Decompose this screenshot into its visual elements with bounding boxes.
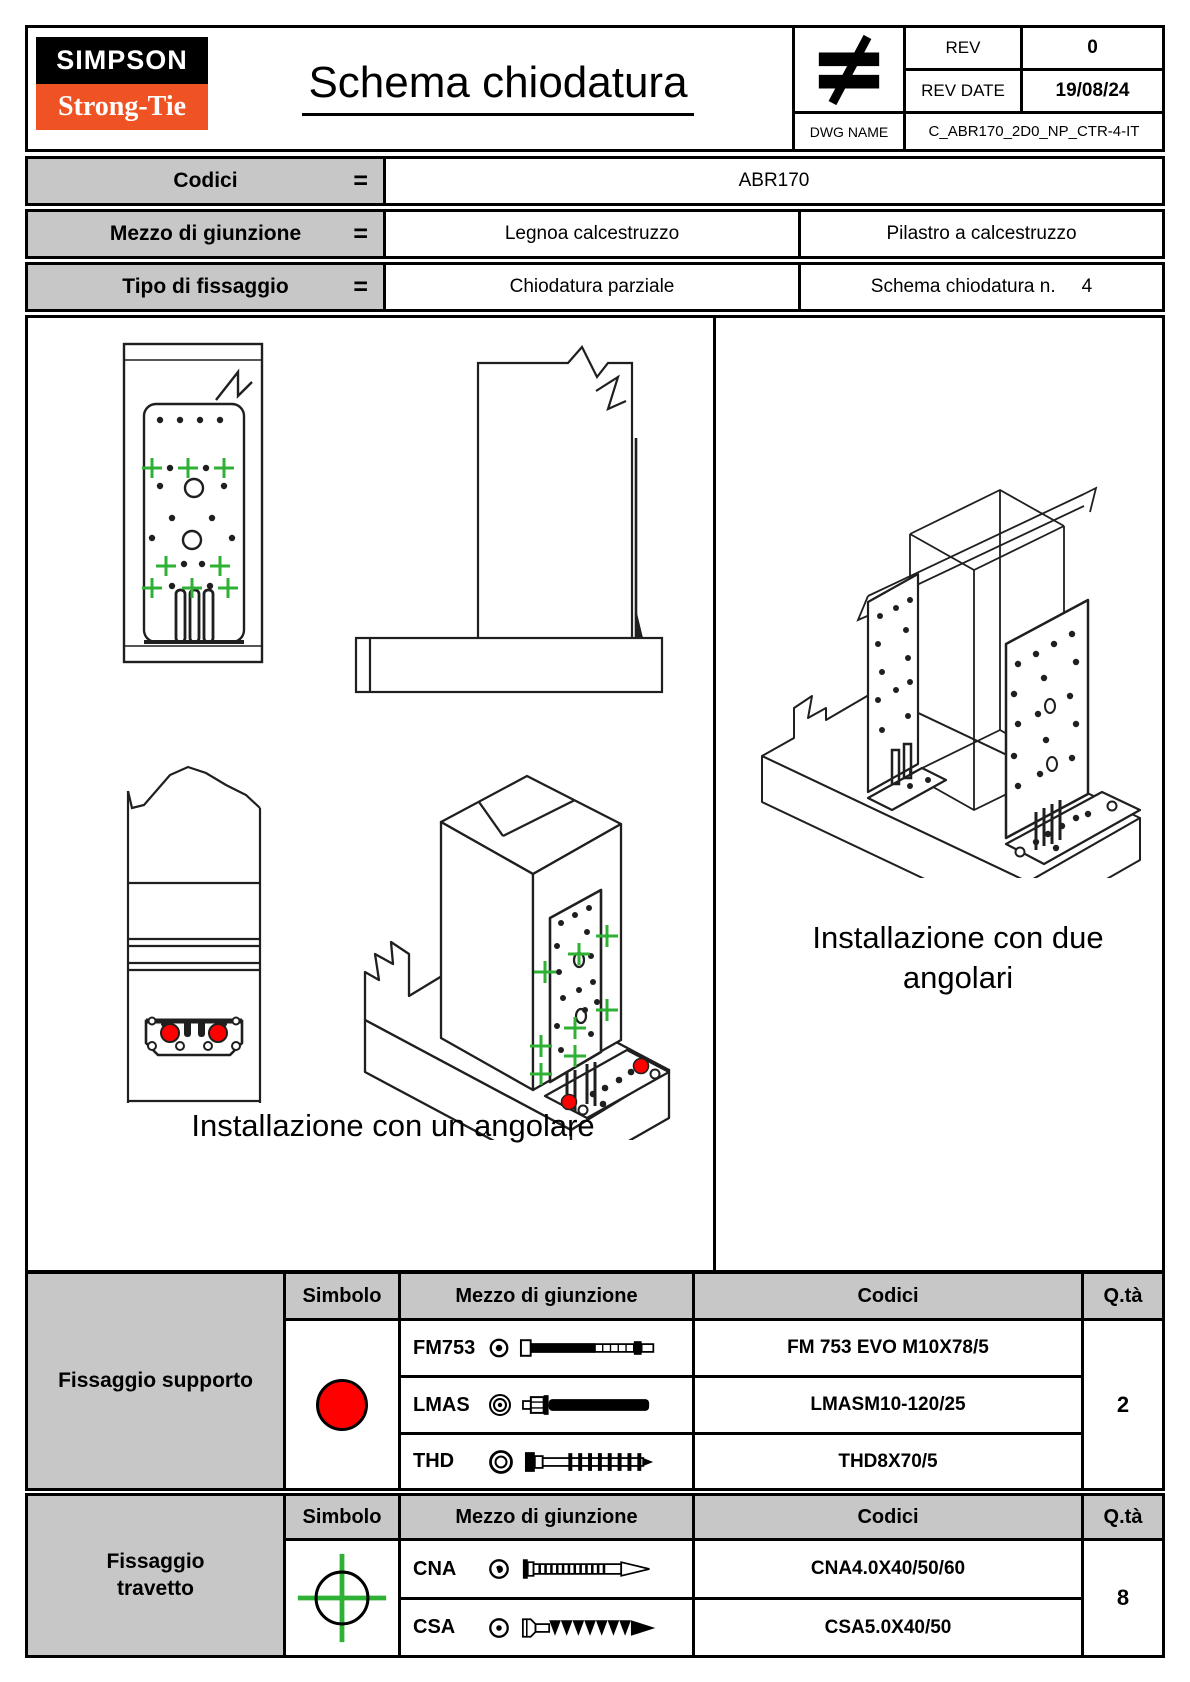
header-mezzo: Mezzo di giunzione bbox=[401, 1274, 692, 1318]
cna-head-icon bbox=[488, 1558, 510, 1580]
codici-label: Codici = bbox=[28, 159, 386, 203]
green-crosshair-symbol-icon bbox=[294, 1550, 390, 1646]
equals-sign: = bbox=[353, 219, 368, 248]
single-angle-isometric-drawing bbox=[335, 720, 713, 1140]
double-angle-isometric-drawing bbox=[750, 468, 1150, 878]
info-row-codici bbox=[25, 156, 1165, 206]
sheet-header bbox=[25, 25, 1165, 152]
dwg-name-label: DWG NAME bbox=[795, 114, 906, 149]
support-symbol-cell bbox=[286, 1321, 398, 1488]
code-lmas: LMASM10-120/25 bbox=[695, 1378, 1081, 1432]
fm753-head-icon bbox=[488, 1337, 510, 1359]
beam-table-row-label: Fissaggio travetto bbox=[28, 1496, 283, 1655]
equals-sign: = bbox=[353, 166, 368, 195]
fm753-bolt-icon bbox=[519, 1335, 665, 1361]
mezzo-thd: THD bbox=[401, 1435, 692, 1488]
mezzo-value-left: Legnoa calcestruzzo bbox=[386, 212, 801, 256]
mezzo-csa: CSA bbox=[401, 1600, 692, 1655]
schema-number-cell bbox=[801, 265, 1162, 309]
logo-strongtie: Strong-Tie bbox=[36, 84, 208, 130]
csa-screw-icon bbox=[519, 1614, 665, 1642]
header-mezzo: Mezzo di giunzione bbox=[401, 1496, 692, 1538]
code-fm753: FM 753 EVO M10X78/5 bbox=[695, 1321, 1081, 1375]
lmas-head-icon bbox=[488, 1393, 512, 1417]
cna-nail-icon bbox=[519, 1556, 665, 1582]
mezzo-lmas: LMAS bbox=[401, 1378, 692, 1432]
tipo-label: Tipo di fissaggio = bbox=[28, 265, 386, 309]
front-view-drawing bbox=[120, 338, 270, 668]
not-equal-icon bbox=[795, 28, 906, 114]
caption-double-angle: Installazione con due angolari bbox=[812, 920, 1104, 996]
support-table-row-label: Fissaggio supporto bbox=[28, 1274, 283, 1488]
dwg-name-value: C_ABR170_2D0_NP_CTR-4-IT bbox=[928, 123, 1140, 140]
title-block bbox=[792, 28, 1162, 149]
info-row-tipo bbox=[25, 262, 1165, 312]
rev-label: REV bbox=[906, 28, 1023, 71]
code-cna: CNA4.0X40/50/60 bbox=[695, 1541, 1081, 1597]
mezzo-value-right: Pilastro a calcestruzzo bbox=[886, 223, 1077, 244]
logo-simpson: SIMPSON bbox=[36, 37, 208, 84]
page-title: Schema chiodatura bbox=[243, 58, 753, 108]
header-qty: Q.tà bbox=[1084, 1496, 1162, 1538]
support-qty: 2 bbox=[1084, 1321, 1162, 1488]
code-thd: THD8X70/5 bbox=[695, 1435, 1081, 1488]
info-row-mezzo bbox=[25, 209, 1165, 259]
tipo-value-left: Chiodatura parziale bbox=[386, 265, 801, 309]
beam-qty: 8 bbox=[1084, 1541, 1162, 1655]
lmas-anchor-icon bbox=[521, 1392, 659, 1418]
codici-value: ABR170 bbox=[738, 170, 810, 191]
beam-symbol-cell bbox=[286, 1541, 398, 1655]
schema-number: 4 bbox=[1081, 276, 1093, 297]
elevation-drawing bbox=[350, 343, 668, 695]
section-view-drawing bbox=[118, 733, 270, 1108]
schema-label: Schema chiodatura n. bbox=[870, 276, 1056, 297]
code-csa: CSA5.0X40/50 bbox=[695, 1600, 1081, 1655]
rev-value: 0 bbox=[1023, 28, 1162, 71]
header-codici: Codici bbox=[695, 1274, 1081, 1318]
equals-sign: = bbox=[353, 272, 368, 301]
bracket-side-profile bbox=[636, 609, 643, 638]
caption-single-angle: Installazione con un angolare bbox=[191, 1108, 595, 1143]
support-fixing-table bbox=[25, 1271, 1165, 1491]
csa-head-icon bbox=[488, 1617, 510, 1639]
panel-divider bbox=[713, 318, 716, 1270]
mezzo-cna: CNA bbox=[401, 1541, 692, 1597]
header-simbolo: Simbolo bbox=[286, 1274, 398, 1318]
rev-date-label: REV DATE bbox=[906, 71, 1023, 114]
header-simbolo: Simbolo bbox=[286, 1496, 398, 1538]
header-codici: Codici bbox=[695, 1496, 1081, 1538]
red-circle-symbol-icon bbox=[316, 1379, 368, 1431]
simpson-strongtie-logo bbox=[36, 37, 208, 130]
drawing-area bbox=[25, 315, 1165, 1273]
mezzo-label: Mezzo di giunzione = bbox=[28, 212, 386, 256]
mezzo-fm753: FM753 bbox=[401, 1321, 692, 1375]
thd-head-icon bbox=[488, 1449, 514, 1475]
header-qty: Q.tà bbox=[1084, 1274, 1162, 1318]
rev-date-value: 19/08/24 bbox=[1023, 71, 1162, 114]
beam-fixing-table bbox=[25, 1493, 1165, 1658]
thd-screw-icon bbox=[523, 1448, 661, 1476]
